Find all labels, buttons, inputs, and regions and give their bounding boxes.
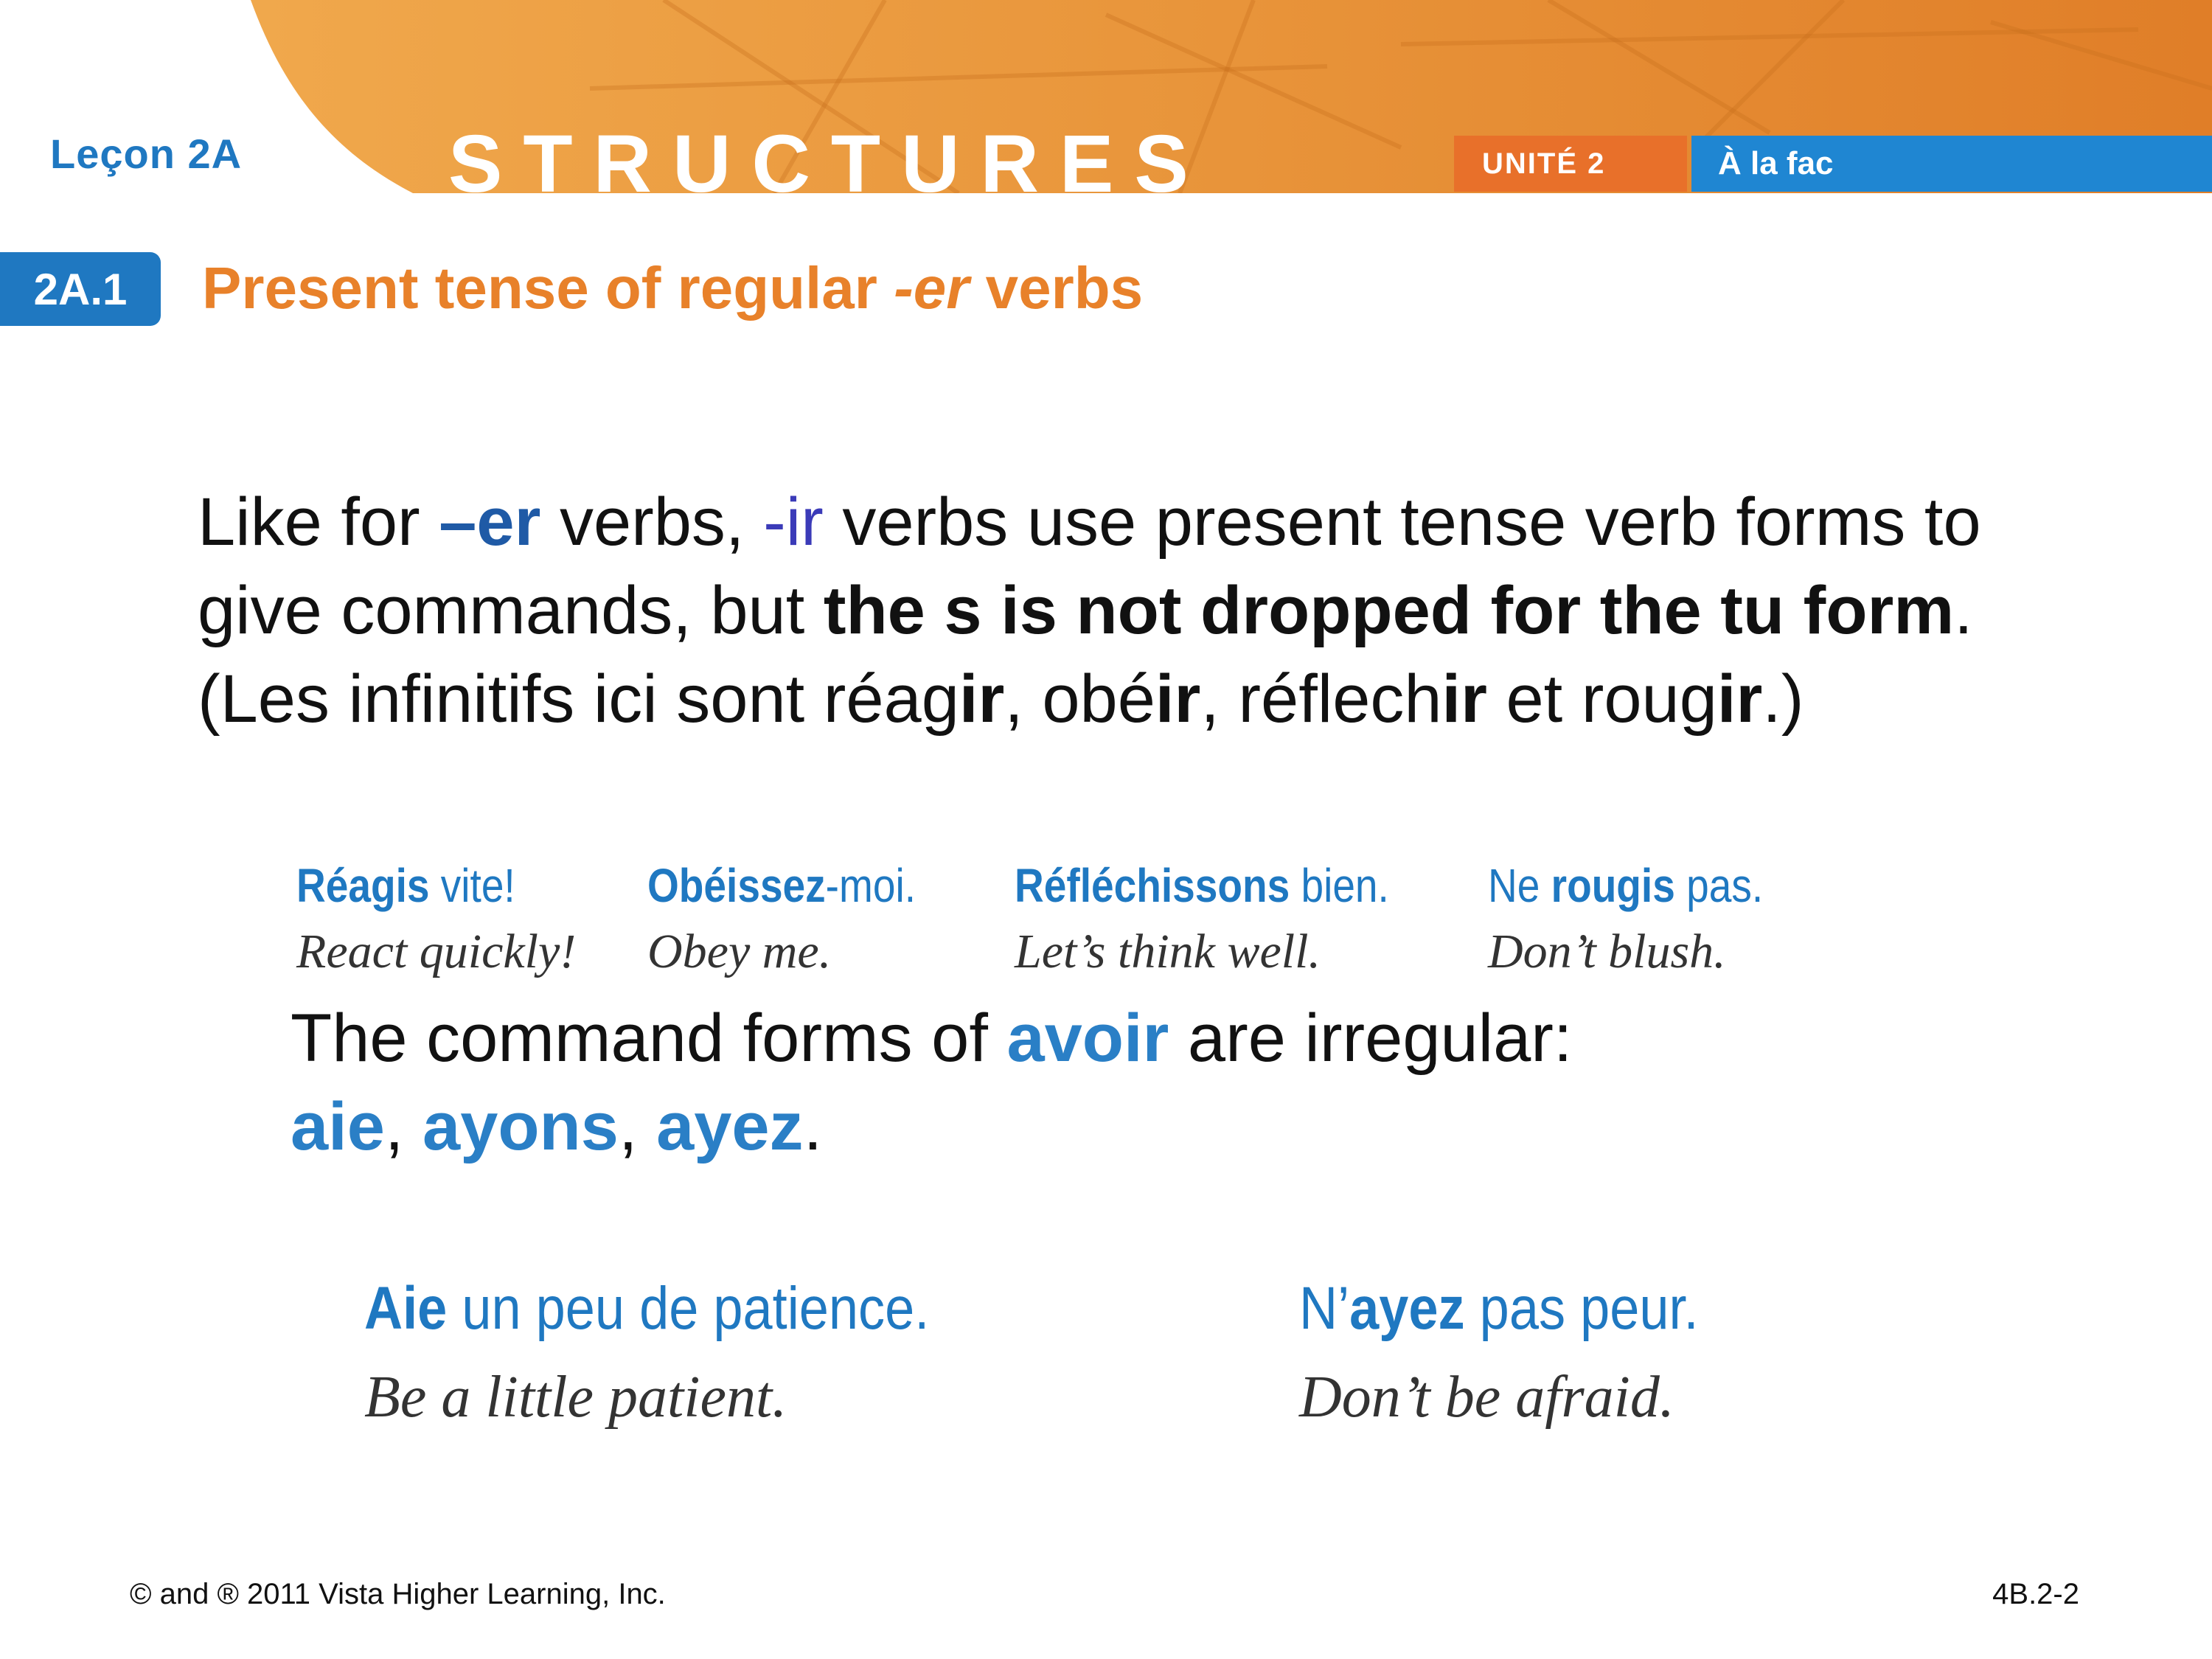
example-verb: rougis <box>1551 859 1675 912</box>
example-aie <box>364 1268 1006 1438</box>
section-title-prefix: Present tense of regular <box>202 255 894 321</box>
text: pas. <box>1674 859 1764 912</box>
example-french <box>1299 1268 1699 1349</box>
text: -moi. <box>825 859 916 912</box>
bold-ending: ir <box>1717 661 1763 737</box>
section-title-italic: -er <box>894 255 970 321</box>
lecon-label: Leçon 2A <box>50 131 243 177</box>
command-ayons: ayons <box>422 1089 619 1164</box>
text: are irregular: <box>1169 1001 1573 1076</box>
example-verb: Réagis <box>296 859 430 912</box>
text: , obé <box>1004 661 1155 737</box>
text: vite! <box>429 859 515 912</box>
example-english: React quickly! <box>296 925 577 978</box>
example-english: Be a little patient. <box>364 1365 787 1430</box>
bold-ending: ir <box>1441 661 1487 737</box>
text: .) <box>1762 661 1804 737</box>
header-banner <box>0 0 2212 193</box>
text: , réflech <box>1200 661 1442 737</box>
copyright: © and ® 2011 Vista Higher Learning, Inc. <box>130 1578 666 1610</box>
text: Ne <box>1488 859 1551 912</box>
section-badge: 2A.1 <box>0 252 161 326</box>
example-french <box>364 1268 929 1349</box>
example-verb: Aie <box>364 1275 448 1342</box>
text: N’ <box>1299 1275 1350 1342</box>
example-reflechissons <box>1015 855 1450 982</box>
text: un peu de patience. <box>447 1275 930 1342</box>
command-ayez: ayez <box>656 1089 804 1164</box>
text: et roug <box>1486 661 1717 737</box>
example-reagis <box>296 855 576 982</box>
text: , <box>384 1089 423 1164</box>
example-verb: Réfléchissons <box>1015 859 1290 912</box>
example-french <box>647 855 916 916</box>
ir-ending: -ir <box>763 484 824 560</box>
paragraph-ir-commands <box>198 478 2085 743</box>
example-english: Don’t blush. <box>1488 925 1726 978</box>
example-verb: Obéissez <box>647 859 826 912</box>
example-ayez <box>1299 1268 1753 1438</box>
example-rougis <box>1488 855 1808 982</box>
example-english: Let’s think well. <box>1015 925 1321 978</box>
section-title <box>202 254 1143 322</box>
text: The command forms of <box>291 1001 1007 1076</box>
er-ending: –er <box>439 484 541 560</box>
section-title-suffix: verbs <box>969 255 1144 321</box>
example-french <box>1488 855 1763 916</box>
example-verb: ayez <box>1349 1275 1465 1342</box>
text: pas peur. <box>1464 1275 1699 1342</box>
example-english: Don’t be afraid. <box>1299 1365 1674 1430</box>
avoir-verb: avoir <box>1006 1001 1169 1076</box>
example-french <box>1015 855 1389 916</box>
bold-ending: ir <box>959 661 1005 737</box>
text: verbs use present tense verb forms to give commands, but <box>198 484 1981 648</box>
structures-title: STRUCTURES <box>448 119 1209 193</box>
example-obeissez <box>647 855 959 982</box>
emphasis-rule: the s is not dropped for the tu form <box>823 573 1955 648</box>
text: verbs, <box>540 484 764 560</box>
bold-ending: ir <box>1155 661 1201 737</box>
fac-tab: À la fac <box>1691 136 2212 192</box>
paragraph-avoir <box>291 994 2060 1171</box>
text: . <box>803 1089 823 1164</box>
text: , <box>618 1089 657 1164</box>
text: . (Les infinitifs ici sont réag <box>198 573 1973 737</box>
unite-tab: UNITÉ 2 <box>1454 136 1687 192</box>
text: Like for <box>198 484 439 560</box>
example-french <box>296 855 537 916</box>
command-aie: aie <box>291 1089 385 1164</box>
page-number: 4B.2-2 <box>1992 1578 2079 1610</box>
text: bien. <box>1290 859 1389 912</box>
example-english: Obey me. <box>647 925 832 978</box>
